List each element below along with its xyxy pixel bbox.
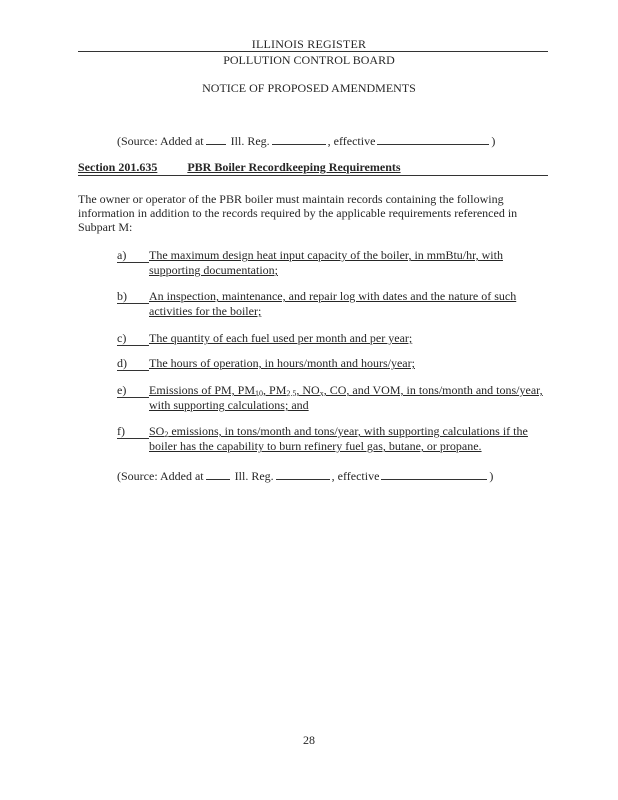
- item-text: [149, 383, 547, 398]
- list-item-c: [117, 331, 547, 346]
- item-text-part: emissions, in tons/month and tons/year, with supporting calculations if the: [168, 424, 528, 438]
- source-effective: , effective: [331, 469, 380, 483]
- source-note-top: [117, 133, 495, 149]
- source-effective: , effective: [327, 134, 376, 148]
- section-title: PBR Boiler Recordkeeping Requirements: [187, 160, 401, 174]
- item-text: The hours of operation, in hours/month and hours/year;: [149, 356, 415, 370]
- item-label: d): [117, 356, 149, 371]
- page-blank: [272, 133, 326, 145]
- nox-subscript: x: [319, 389, 324, 398]
- item-label: b): [117, 289, 149, 304]
- item-label: e): [117, 383, 149, 398]
- item-text: [149, 424, 547, 439]
- item-text: The quantity of each fuel used per month and per year;: [149, 331, 413, 345]
- volume-blank: [206, 468, 230, 480]
- so2-subscript: 2: [164, 430, 169, 439]
- intro-line: The owner or operator of the PBR boiler must maintain records containing the following: [78, 192, 504, 206]
- list-item-e: [117, 383, 547, 413]
- header-divider: [78, 51, 548, 52]
- item-text-part: SO: [149, 424, 165, 438]
- item-text-part: , NO: [296, 383, 320, 397]
- item-text: supporting documentation;: [149, 263, 278, 277]
- item-label: f): [117, 424, 149, 439]
- source-prefix: (Source: Added at: [117, 134, 204, 148]
- source-prefix: (Source: Added at: [117, 469, 204, 483]
- item-text: An inspection, maintenance, and repair log with dates and the nature of such: [149, 289, 517, 303]
- item-text: with supporting calculations; and: [149, 398, 309, 412]
- pm10-subscript: 10: [255, 389, 264, 398]
- item-text: activities for the boiler;: [149, 304, 262, 318]
- item-text-part: , PM: [263, 383, 287, 397]
- section-divider: [78, 175, 548, 176]
- board-header: POLLUTION CONTROL BOARD: [223, 53, 395, 67]
- volume-blank: [206, 133, 226, 145]
- item-text: The maximum design heat input capacity of the boiler, in mmBtu/hr, with: [149, 248, 503, 262]
- intro-paragraph: [78, 192, 548, 234]
- item-label: a): [117, 248, 149, 263]
- date-blank: [377, 133, 489, 145]
- source-reg: Ill. Reg.: [234, 469, 274, 483]
- section-heading: [78, 160, 558, 175]
- list-item-f: [117, 424, 547, 454]
- intro-line: information in addition to the records required by the applicable requirements referenced in: [78, 206, 518, 220]
- date-blank: [381, 468, 487, 480]
- list-item-b: [117, 289, 547, 319]
- source-reg: Ill. Reg.: [230, 134, 270, 148]
- section-number: Section 201.635: [78, 160, 158, 174]
- page-blank: [276, 468, 330, 480]
- item-text-part: Emissions of PM, PM: [149, 383, 256, 397]
- pm25-subscript: 2.5: [286, 389, 297, 398]
- source-close: ): [491, 134, 496, 148]
- list-item-d: [117, 356, 547, 371]
- source-close: ): [489, 469, 494, 483]
- notice-title: NOTICE OF PROPOSED AMENDMENTS: [202, 81, 416, 95]
- source-note-bottom: [117, 468, 493, 484]
- item-text-part: , CO, and VOM, in tons/month and tons/year,: [323, 383, 543, 397]
- page-number: 28: [303, 733, 315, 747]
- item-text: boiler has the capability to burn refinery fuel gas, butane, or propane.: [149, 439, 482, 453]
- register-header: ILLINOIS REGISTER: [251, 37, 367, 51]
- list-item-a: [117, 248, 547, 278]
- intro-line: Subpart M:: [78, 220, 133, 234]
- item-label: c): [117, 331, 149, 346]
